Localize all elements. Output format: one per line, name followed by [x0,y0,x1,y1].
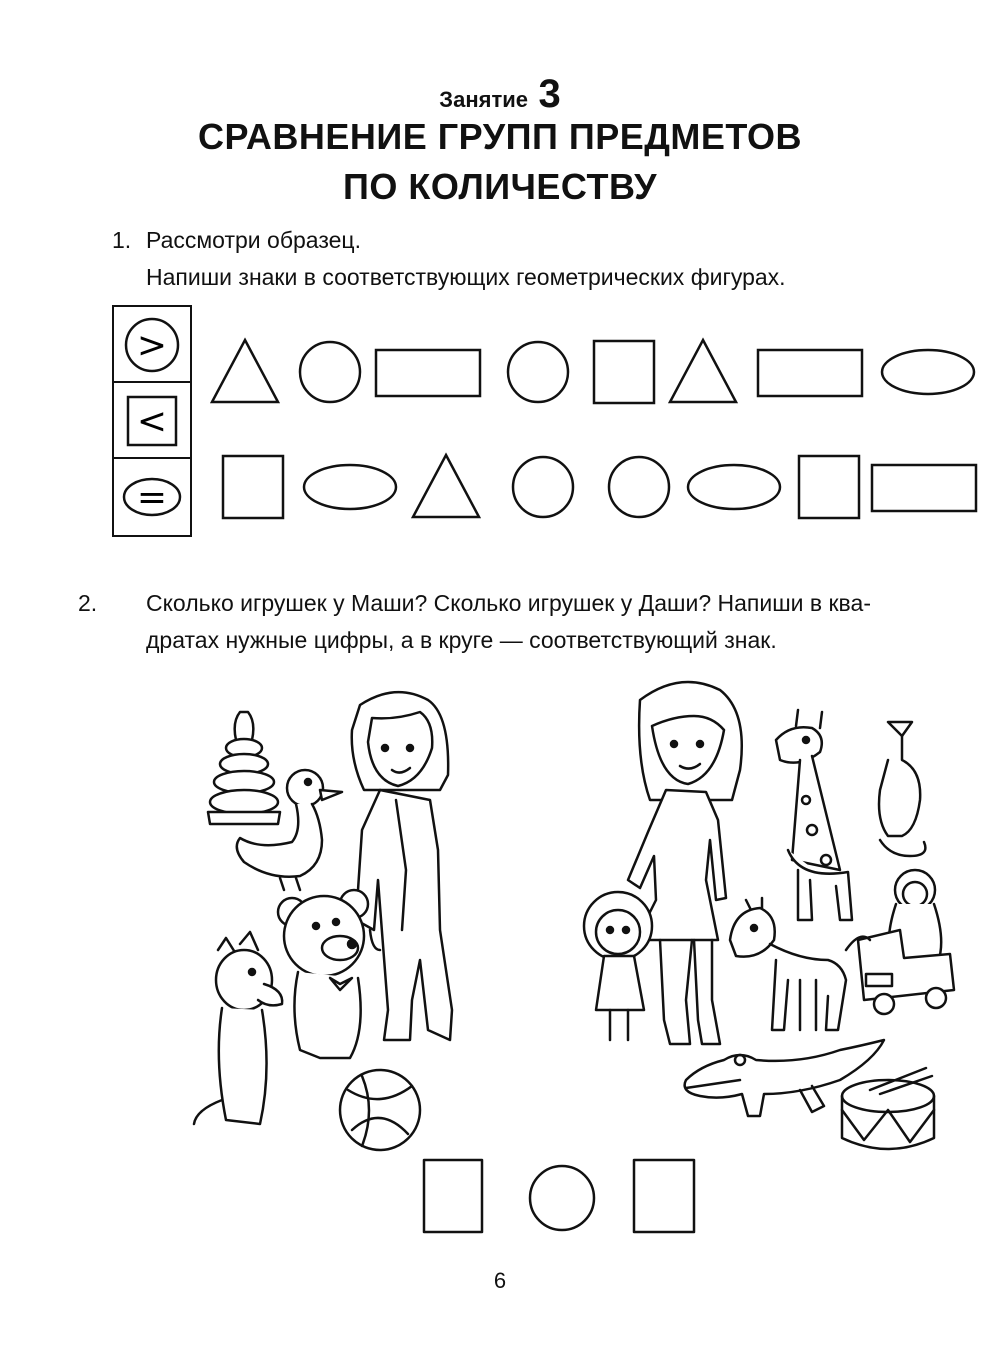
page-number: 6 [493,1268,507,1293]
answer-circle-sign[interactable] [530,1166,594,1230]
lesson-word: Занятие [439,87,528,112]
sign-less-text: < [136,401,168,442]
sign-greater-text: > [136,325,168,366]
task-1-line-1: Рассмотри образец. [146,227,361,253]
ball-toy-icon [340,1070,420,1150]
answer-square-right[interactable] [634,1160,694,1232]
title-line-2: ПО КОЛИЧЕСТВУ [342,166,657,207]
title-line-1: СРАВНЕНИЕ ГРУПП ПРЕДМЕТОВ [198,116,802,157]
drum-toy-icon [842,1068,934,1149]
task-2-number: 2. [78,590,98,616]
task-2-line-1: Сколько игрушек у Маши? Сколько игрушек у Даши? Напиши в ква- [146,590,871,616]
doll-toy-icon [584,892,652,1040]
pyramid-toy-icon [208,712,280,824]
task-1-number: 1. [112,227,132,253]
sign-equal-text: = [136,477,168,518]
bear-toy-icon [278,890,368,1058]
trumpet-toy-icon [879,722,925,856]
masha-figure [352,692,452,1040]
dog-toy-icon [194,932,282,1124]
giraffe-toy-icon [776,710,852,920]
answer-square-left[interactable] [424,1160,482,1232]
task-2-line-2: дратах нужные цифры, а в круге — соответствующий знак. [146,627,777,653]
task-1-line-2: Напиши знаки в соответствующих геометрических фигурах. [146,264,786,290]
dasha-figure [628,682,742,1044]
lesson-number: 3 [538,72,561,116]
